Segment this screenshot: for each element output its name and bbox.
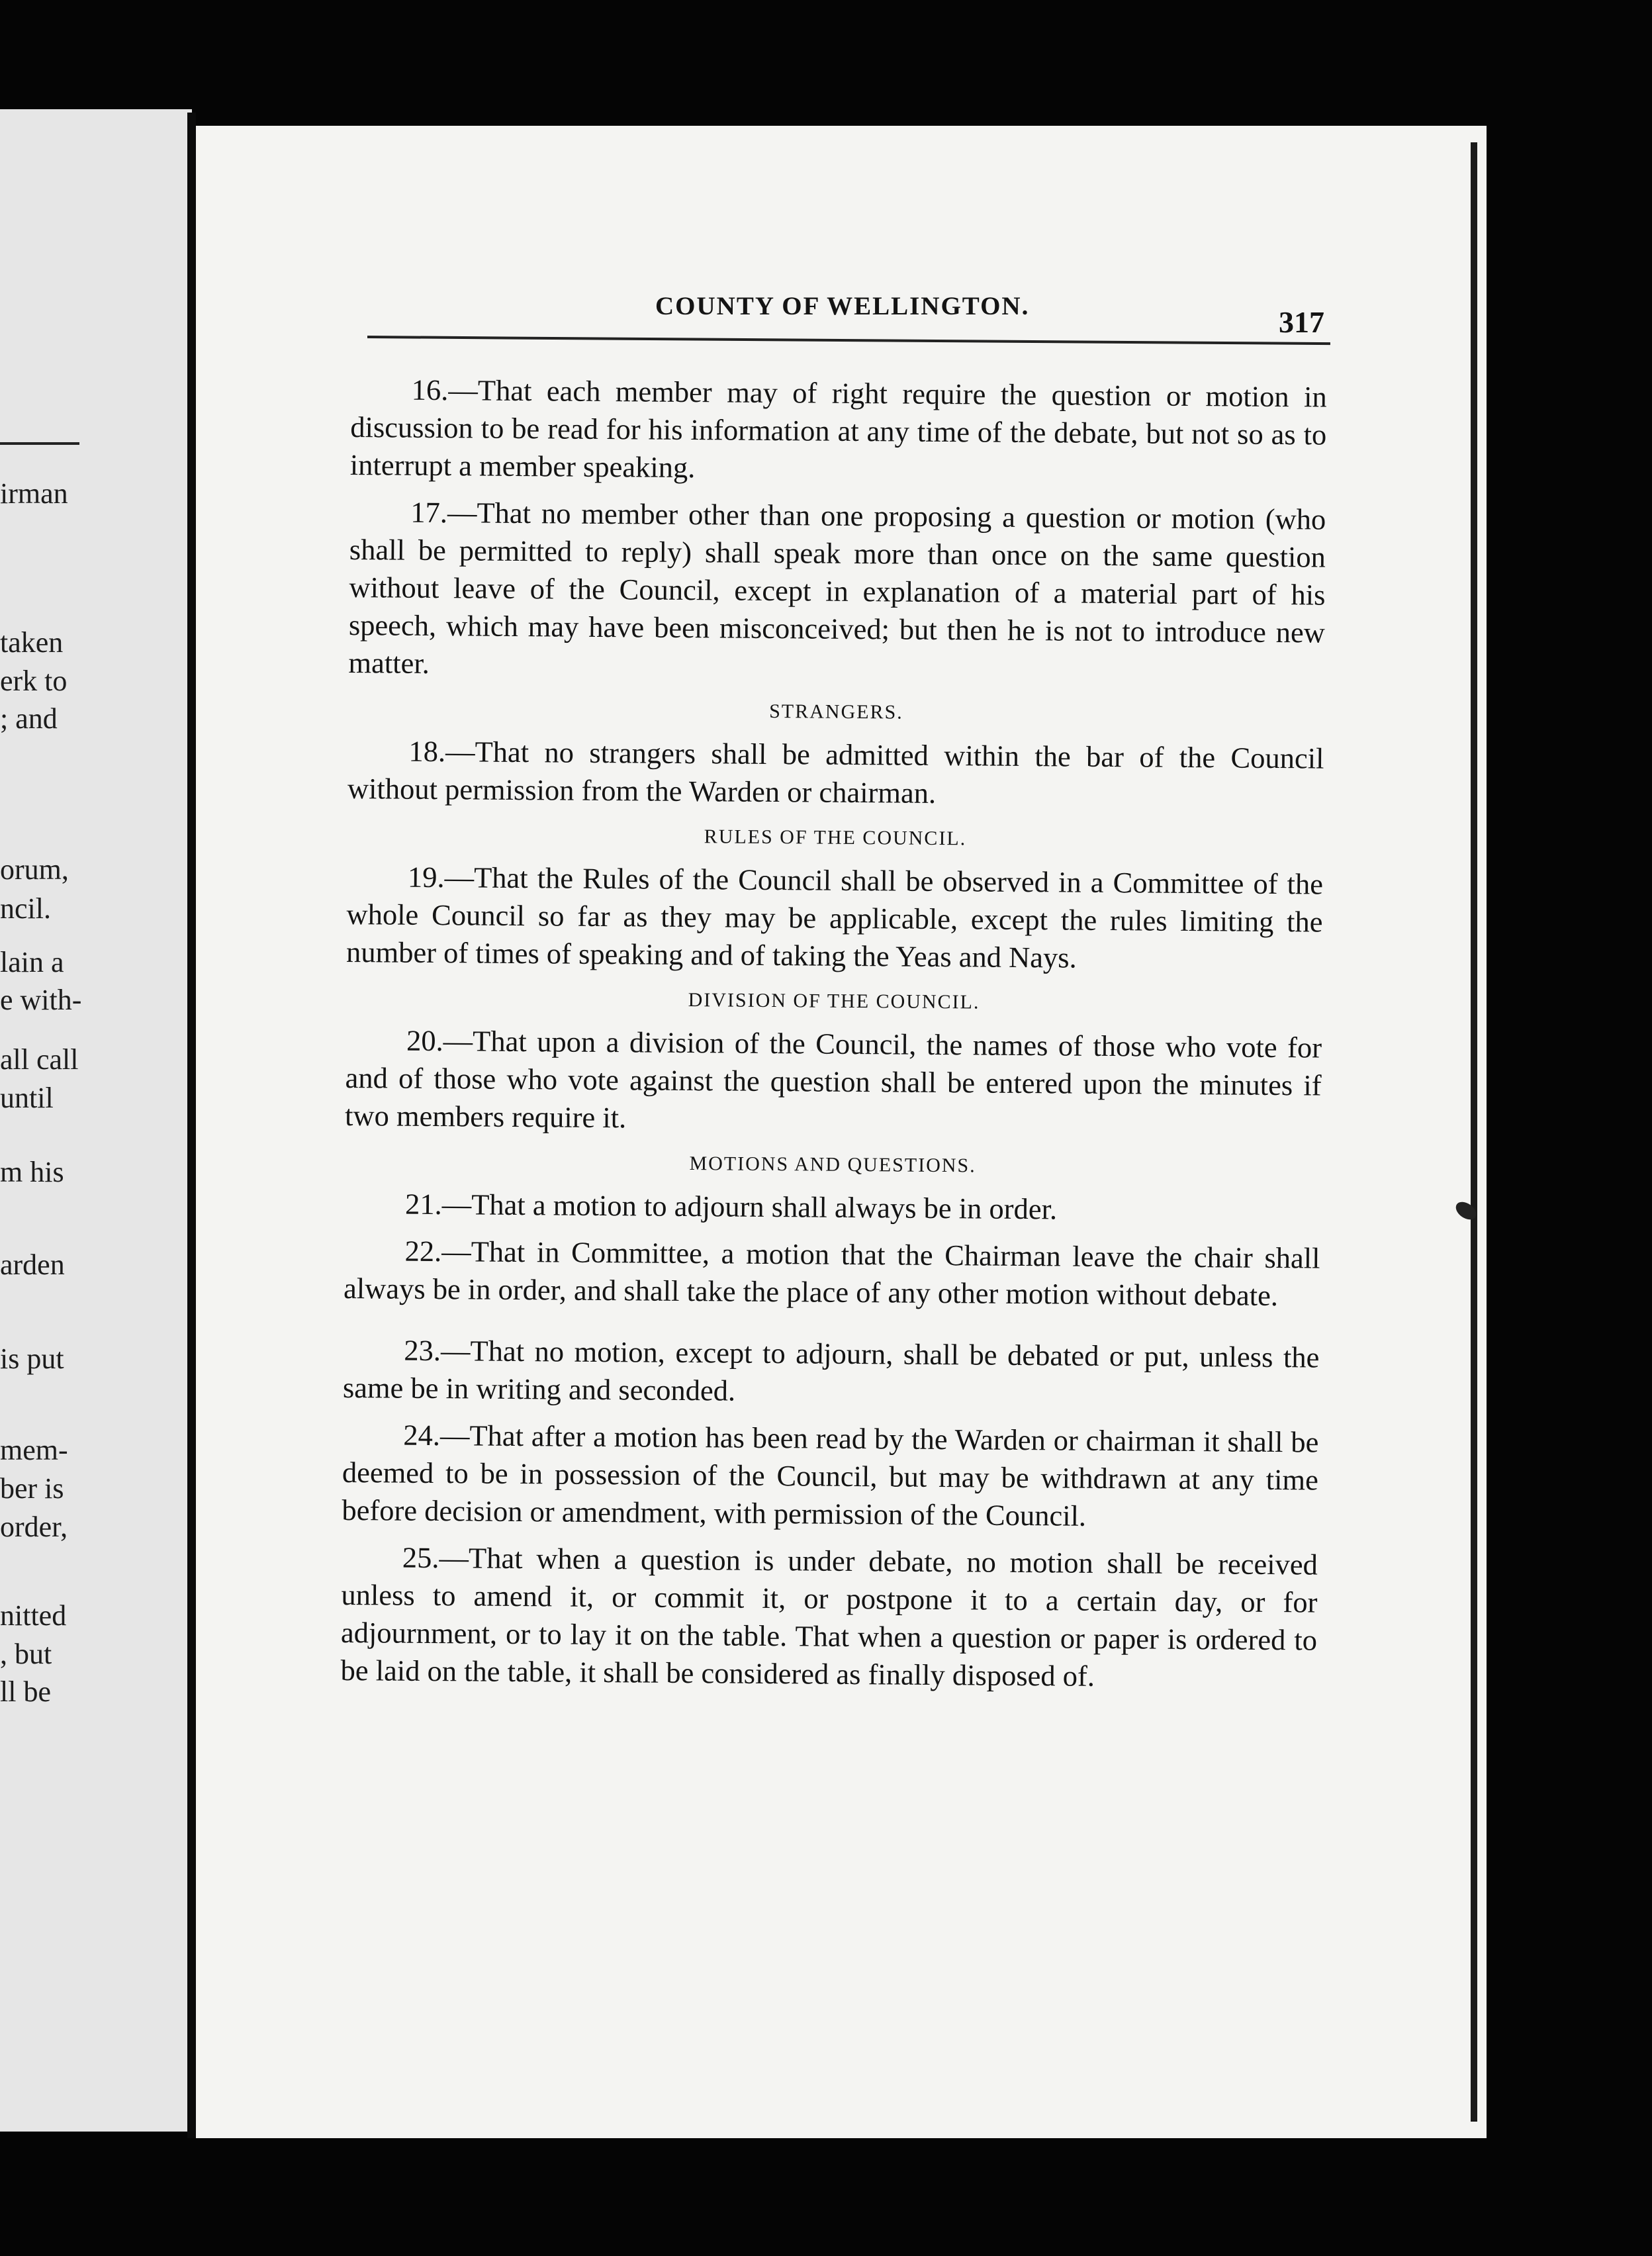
rule-number: 20. [406, 1023, 443, 1058]
rule-number: 17. [410, 495, 448, 530]
rule-text: —That no motion, except to adjourn, shall be debated or put, unless the same be in writing and seconded. [342, 1334, 1320, 1407]
page-number: 317 [1279, 305, 1324, 339]
left-page-fragment: arden [0, 1248, 65, 1281]
rule-text: —That a motion to adjourn shall always be in order. [441, 1188, 1058, 1226]
rule-number: 25. [402, 1540, 439, 1575]
rule-paragraph [344, 1232, 1320, 1315]
left-page-fragment: is put [0, 1342, 64, 1375]
section-heading: MOTIONS AND QUESTIONS. [689, 1152, 976, 1177]
left-facing-page [0, 109, 192, 2132]
left-page-fragment: lain a [0, 946, 64, 978]
rule-text: —That in Committee, a motion that the Chairman leave the chair shall always be in order, and shall take the place of any other motion without debate. [343, 1235, 1320, 1313]
left-page-fragment: m his [0, 1156, 64, 1188]
left-page-fragment: order, [0, 1511, 68, 1543]
rule-number: 18. [408, 734, 446, 769]
rule-text: —That upon a division of the Council, the names of those who vote for and of those who vote against the question shall be entered upon the minutes if two members require it. [344, 1024, 1322, 1135]
rule-number: 22. [404, 1234, 442, 1268]
rule-number: 23. [404, 1333, 441, 1368]
rule-paragraph [344, 1185, 1320, 1231]
running-header-title: COUNTY OF WELLINGTON. [655, 292, 1030, 320]
rule-paragraph [345, 1021, 1322, 1143]
page-body [340, 371, 1327, 1707]
left-page-fragment: orum, [0, 853, 69, 886]
left-page-fragment: ncil. [0, 892, 51, 925]
left-page-fragment: e with- [0, 984, 82, 1016]
left-page-fragment: taken [0, 626, 64, 659]
left-page-fragment: ll be [0, 1675, 51, 1708]
rule-paragraph [348, 493, 1326, 690]
left-page-fragment: mem- [0, 1434, 68, 1466]
left-page-fragment: nitted [0, 1599, 67, 1632]
left-page-fragment: erk to [0, 665, 68, 697]
rule-paragraph [350, 371, 1327, 492]
section-heading: RULES OF THE COUNCIL. [704, 825, 967, 850]
left-page-fragment: , but [0, 1638, 52, 1670]
rule-number: 24. [403, 1418, 441, 1452]
rule-number: 19. [407, 860, 445, 894]
left-page-fragment: all call [0, 1043, 79, 1076]
rule-number: 21. [404, 1187, 442, 1221]
rule-text: —That no member other than one proposing a question or motion (who shall be permitted to reply) shall speak more than once on the same question without leave of the Council, except in explanation of a material part of his speech, which may have been misconceived; but then he is not to introduce new matter. [348, 496, 1326, 680]
rule-paragraph [343, 1331, 1320, 1415]
section-heading: DIVISION OF THE COUNCIL. [688, 989, 980, 1013]
rule-number: 16. [411, 373, 449, 407]
rule-text: —That when a question is under debate, no motion shall be received unless to amend it, or commit it, or postpone it to a certain day, or for adjournment, or to lay it on the table. That when a question or paper is ordered to be laid on the table, it shall be considered as finally disposed of. [340, 1541, 1318, 1693]
section-heading: STRANGERS. [769, 700, 903, 724]
rule-paragraph [346, 858, 1323, 979]
rule-text: —That after a motion has been read by the Warden or chairman it shall be deemed to be in possession of the Council, but may be withdrawn at any time before decision or amendment, with permission of the Council. [342, 1419, 1319, 1532]
left-page-fragment: ; and [0, 702, 58, 735]
book-binding-gutter [187, 113, 196, 2138]
rule-text: —That the Rules of the Council shall be observed in a Committee of the whole Council so far as they may be applicable, except the rules limiting the number of times of speaking and of taking the Yeas and Nays. [345, 861, 1324, 974]
rule-paragraph [340, 1538, 1318, 1697]
page-edge-shadow [1471, 142, 1477, 2122]
left-page-rule [0, 442, 79, 445]
rule-paragraph [347, 732, 1324, 816]
left-page-fragment: until [0, 1082, 54, 1114]
left-page-fragment: ber is [0, 1472, 64, 1505]
rule-text: —That each member may of right require the question or motion in discussion to be read for his information at any time of the debate, but not so as to interrupt a member speaking. [349, 373, 1327, 485]
rule-text: —That no strangers shall be admitted within the bar of the Council without permission from the Warden or chairman. [347, 735, 1324, 810]
left-page-fragment: irman [0, 477, 68, 510]
rule-paragraph [342, 1416, 1318, 1537]
